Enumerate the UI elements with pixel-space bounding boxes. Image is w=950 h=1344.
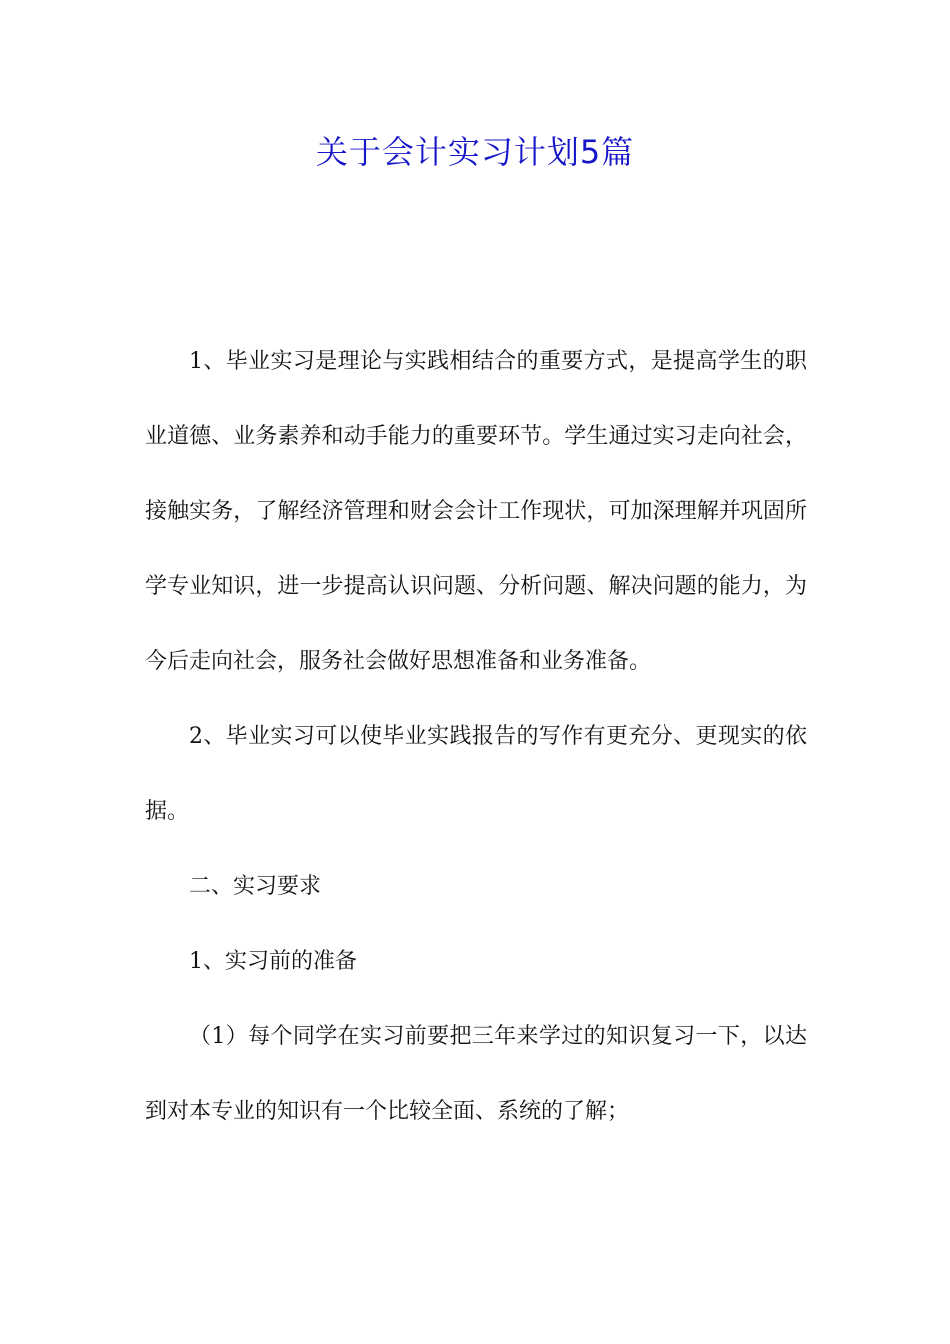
paragraph-3: （1）每个同学在实习前要把三年来学过的知识复习一下，以达到对本专业的知识有一个比较全面、系统的了解； — [145, 1024, 807, 1124]
document-body — [145, 324, 807, 1149]
section-heading-requirements: 二、实习要求 — [189, 874, 322, 899]
subsection-heading-preparation: 1、实习前的准备 — [189, 949, 357, 974]
document-title: 关于会计实习计划5篇 — [315, 133, 635, 171]
paragraph-2: 2、毕业实习可以使毕业实践报告的写作有更充分、更现实的依据。 — [145, 724, 807, 824]
paragraph-1: 1、毕业实习是理论与实践相结合的重要方式，是提高学生的职业道德、业务素养和动手能力的重要环节。学生通过实习走向社会，接触实务，了解经济管理和财会会计工作现状，可加深理解并巩固所学专业知识，进一步提高认识问题、分析问题、解决问题的能力，为今后走向社会，服务社会做好思想准备和业务准备。 — [145, 349, 807, 674]
